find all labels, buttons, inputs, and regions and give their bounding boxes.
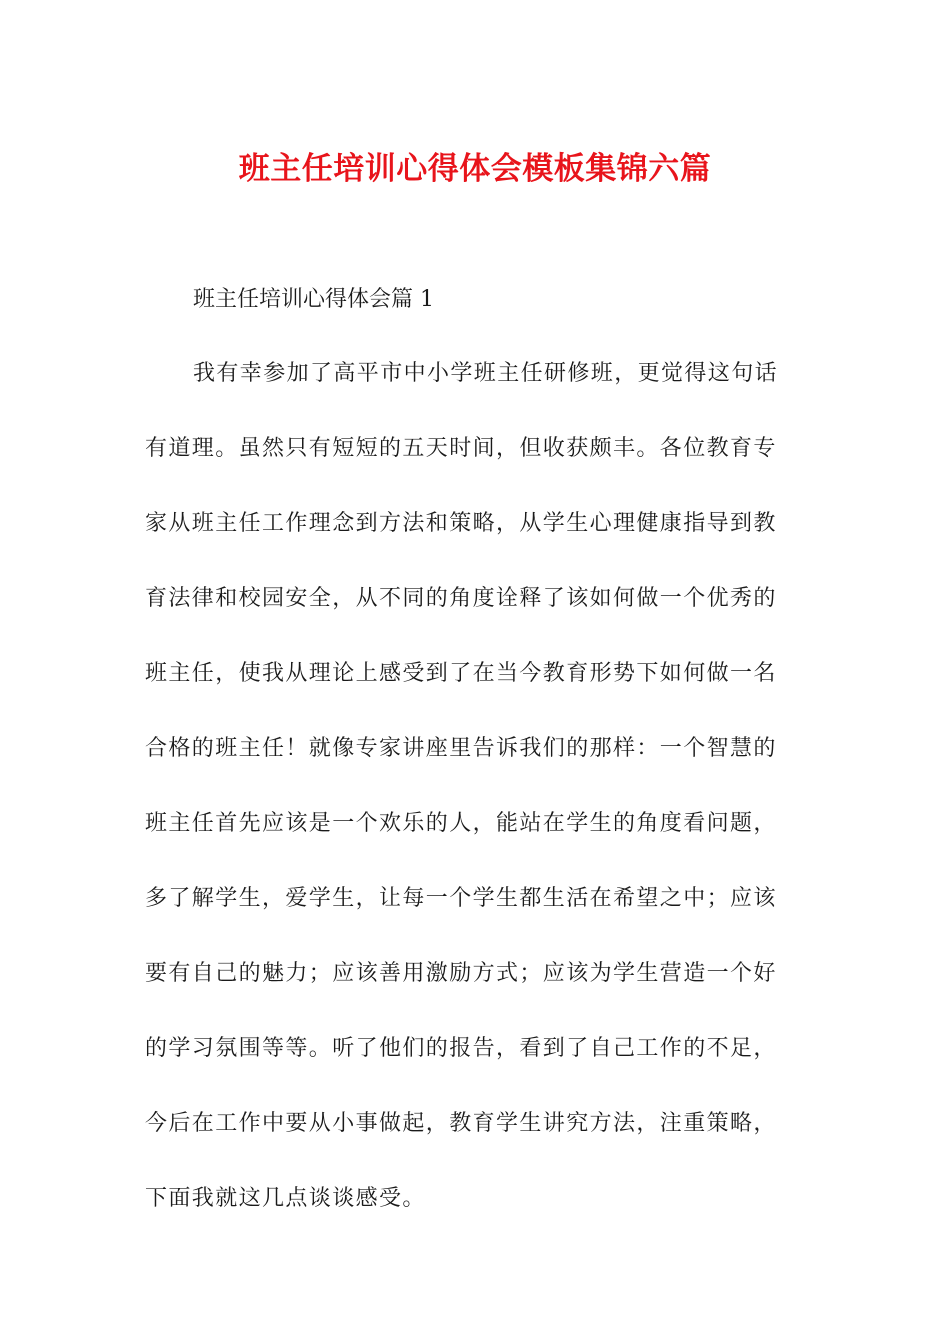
- paragraph-line: 有道理。虽然只有短短的五天时间，但收获颇丰。各位教育专: [145, 436, 777, 461]
- paragraph-line: 班主任首先应该是一个欢乐的人，能站在学生的角度看问题，: [145, 811, 777, 836]
- paragraph-line: 育法律和校园安全，从不同的角度诠释了该如何做一个优秀的: [145, 586, 777, 611]
- paragraph-line: 要有自己的魅力；应该善用激励方式；应该为学生营造一个好: [145, 961, 777, 986]
- paragraph-line: 我有幸参加了高平市中小学班主任研修班，更觉得这句话: [193, 361, 779, 386]
- paragraph-line: 多了解学生，爱学生，让每一个学生都生活在希望之中；应该: [145, 886, 777, 911]
- section-heading: 班主任培训心得体会篇 1: [193, 287, 434, 312]
- paragraph-line: 合格的班主任！就像专家讲座里告诉我们的那样：一个智慧的: [145, 736, 777, 761]
- body-paragraph: [145, 354, 805, 1254]
- document-title: 班主任培训心得体会模板集锦六篇: [238, 151, 712, 187]
- paragraph-line: 家从班主任工作理念到方法和策略，从学生心理健康指导到教: [145, 511, 777, 536]
- paragraph-line: 今后在工作中要从小事做起，教育学生讲究方法，注重策略，: [145, 1111, 777, 1136]
- paragraph-line: 班主任，使我从理论上感受到了在当今教育形势下如何做一名: [145, 661, 777, 686]
- paragraph-line: 下面我就这几点谈谈感受。: [145, 1186, 426, 1211]
- paragraph-line: 的学习氛围等等。听了他们的报告，看到了自己工作的不足，: [145, 1036, 777, 1061]
